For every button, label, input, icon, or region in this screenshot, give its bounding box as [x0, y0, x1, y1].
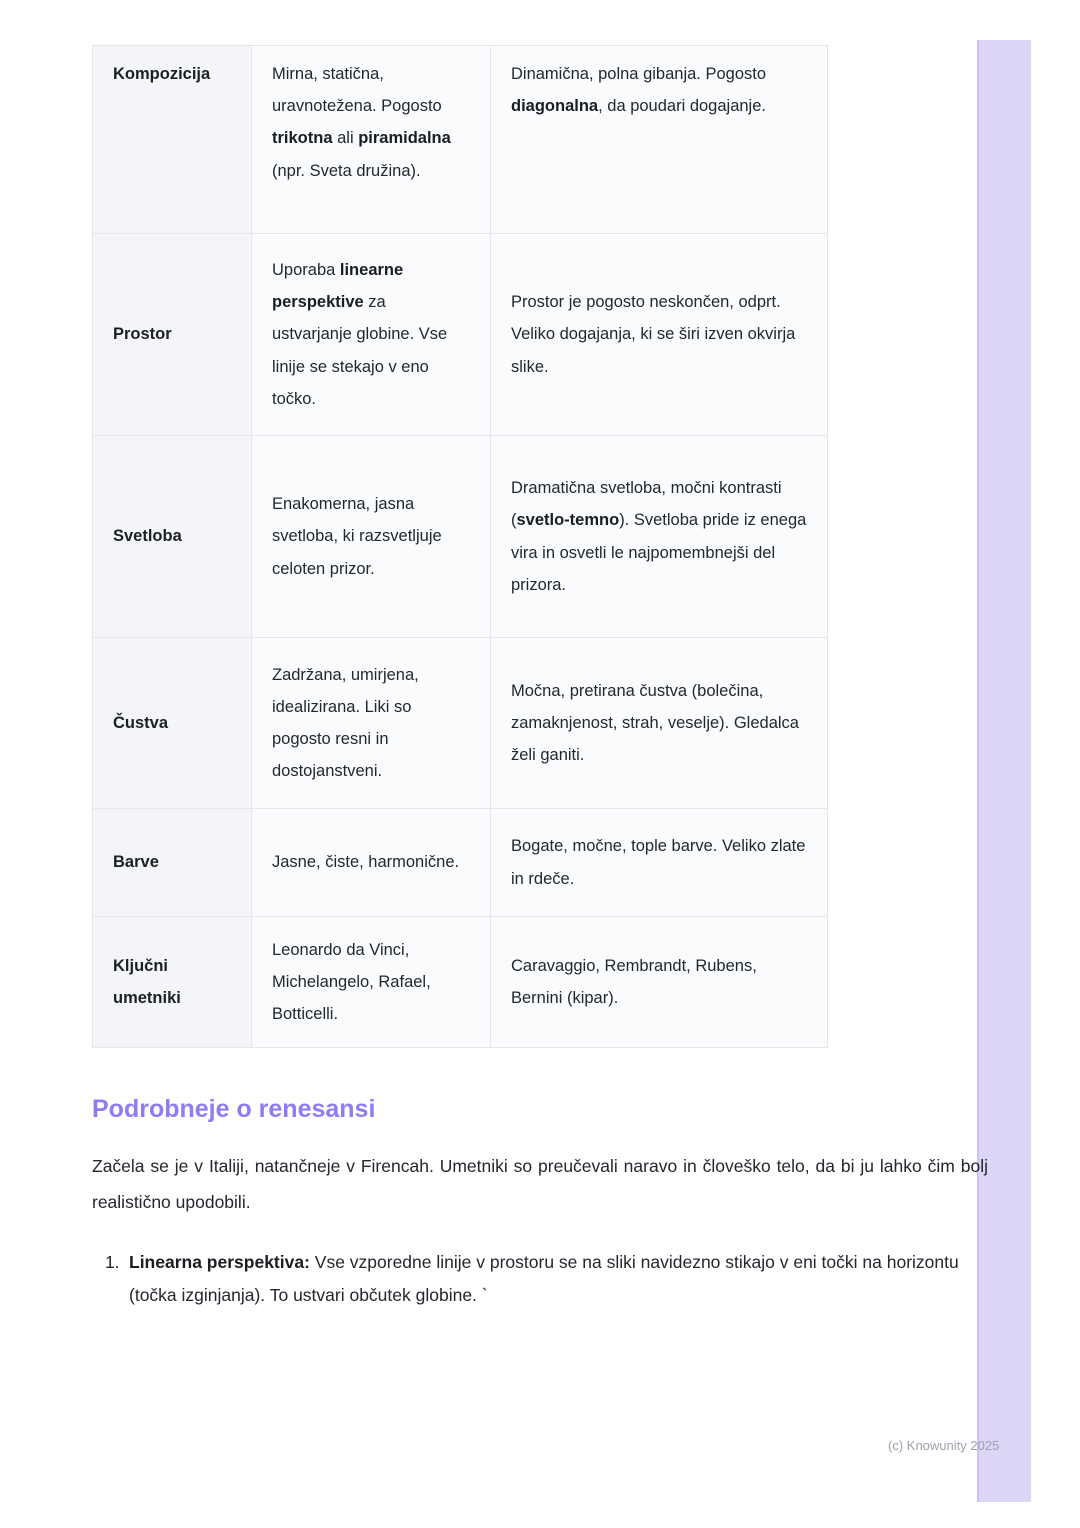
cell-barok-svetloba: Dramatična svetloba, močni kontrasti (svetlo-temno). Svetloba pride iz enega vira in osvetli le najpomembnejši del prizora.	[491, 436, 828, 638]
table-row-kljucni-umetniki	[93, 917, 828, 1048]
comparison-table	[92, 45, 828, 1048]
table-row-kompozicija	[93, 46, 828, 234]
list-item-text: Linearna perspektiva: Vse vzporedne linije v prostoru se na sliki navidezno stikajo v eni točki na horizontu (točka izginjanja). To ustvari občutek globine. `	[129, 1252, 959, 1305]
table-row-prostor	[93, 234, 828, 436]
cell-renesansa-prostor: Uporaba linearne perspektive za ustvarjanje globine. Vse linije se stekajo v eno točko.	[252, 234, 491, 436]
list-item-number: 1.	[105, 1252, 120, 1273]
row-label-prostor: Prostor	[93, 234, 252, 436]
numbered-list	[92, 1246, 988, 1311]
document-page	[92, 45, 988, 1311]
cell-renesansa-kompozicija: Mirna, statična, uravnotežena. Pogosto trikotna ali piramidalna (npr. Sveta družina).	[252, 46, 491, 234]
table-row-barve	[93, 809, 828, 917]
watermark: (c) Knowunity 2025	[888, 1438, 1000, 1453]
row-label-barve: Barve	[93, 809, 252, 917]
cell-renesansa-svetloba: Enakomerna, jasna svetloba, ki razsvetljuje celoten prizor.	[252, 436, 491, 638]
cell-barok-barve: Bogate, močne, tople barve. Veliko zlate in rdeče.	[491, 809, 828, 917]
table-row-custva	[93, 638, 828, 809]
cell-barok-kompozicija: Dinamična, polna gibanja. Pogosto diagonalna, da poudari dogajanje.	[491, 46, 828, 234]
section-heading: Podrobneje o renesansi	[92, 1095, 376, 1123]
row-label-kljucni-umetniki: Ključni umetniki	[93, 917, 252, 1048]
cell-barok-custva: Močna, pretirana čustva (bolečina, zamaknjenost, strah, veselje). Gledalca želi ganiti.	[491, 638, 828, 809]
row-label-custva: Čustva	[93, 638, 252, 809]
intro-paragraph: Začela se je v Italiji, natančneje v Firencah. Umetniki so preučevali naravo in človeško telo, da bi ju lahko čim bolj realistično upodobili.	[92, 1156, 988, 1213]
cell-barok-prostor: Prostor je pogosto neskončen, odprt. Veliko dogajanja, ki se širi izven okvirja slike.	[491, 234, 828, 436]
cell-renesansa-custva: Zadržana, umirjena, idealizirana. Liki so pogosto resni in dostojanstveni.	[252, 638, 491, 809]
cell-renesansa-barve: Jasne, čiste, harmonične.	[252, 809, 491, 917]
row-label-kompozicija: Kompozicija	[93, 46, 252, 234]
cell-barok-kljucni-umetniki: Caravaggio, Rembrandt, Rubens, Bernini (kipar).	[491, 917, 828, 1048]
table-row-svetloba	[93, 436, 828, 638]
list-item-linearna-perspektiva	[92, 1246, 972, 1311]
row-label-svetloba: Svetloba	[93, 436, 252, 638]
cell-renesansa-kljucni-umetniki: Leonardo da Vinci, Michelangelo, Rafael, Botticelli.	[252, 917, 491, 1048]
